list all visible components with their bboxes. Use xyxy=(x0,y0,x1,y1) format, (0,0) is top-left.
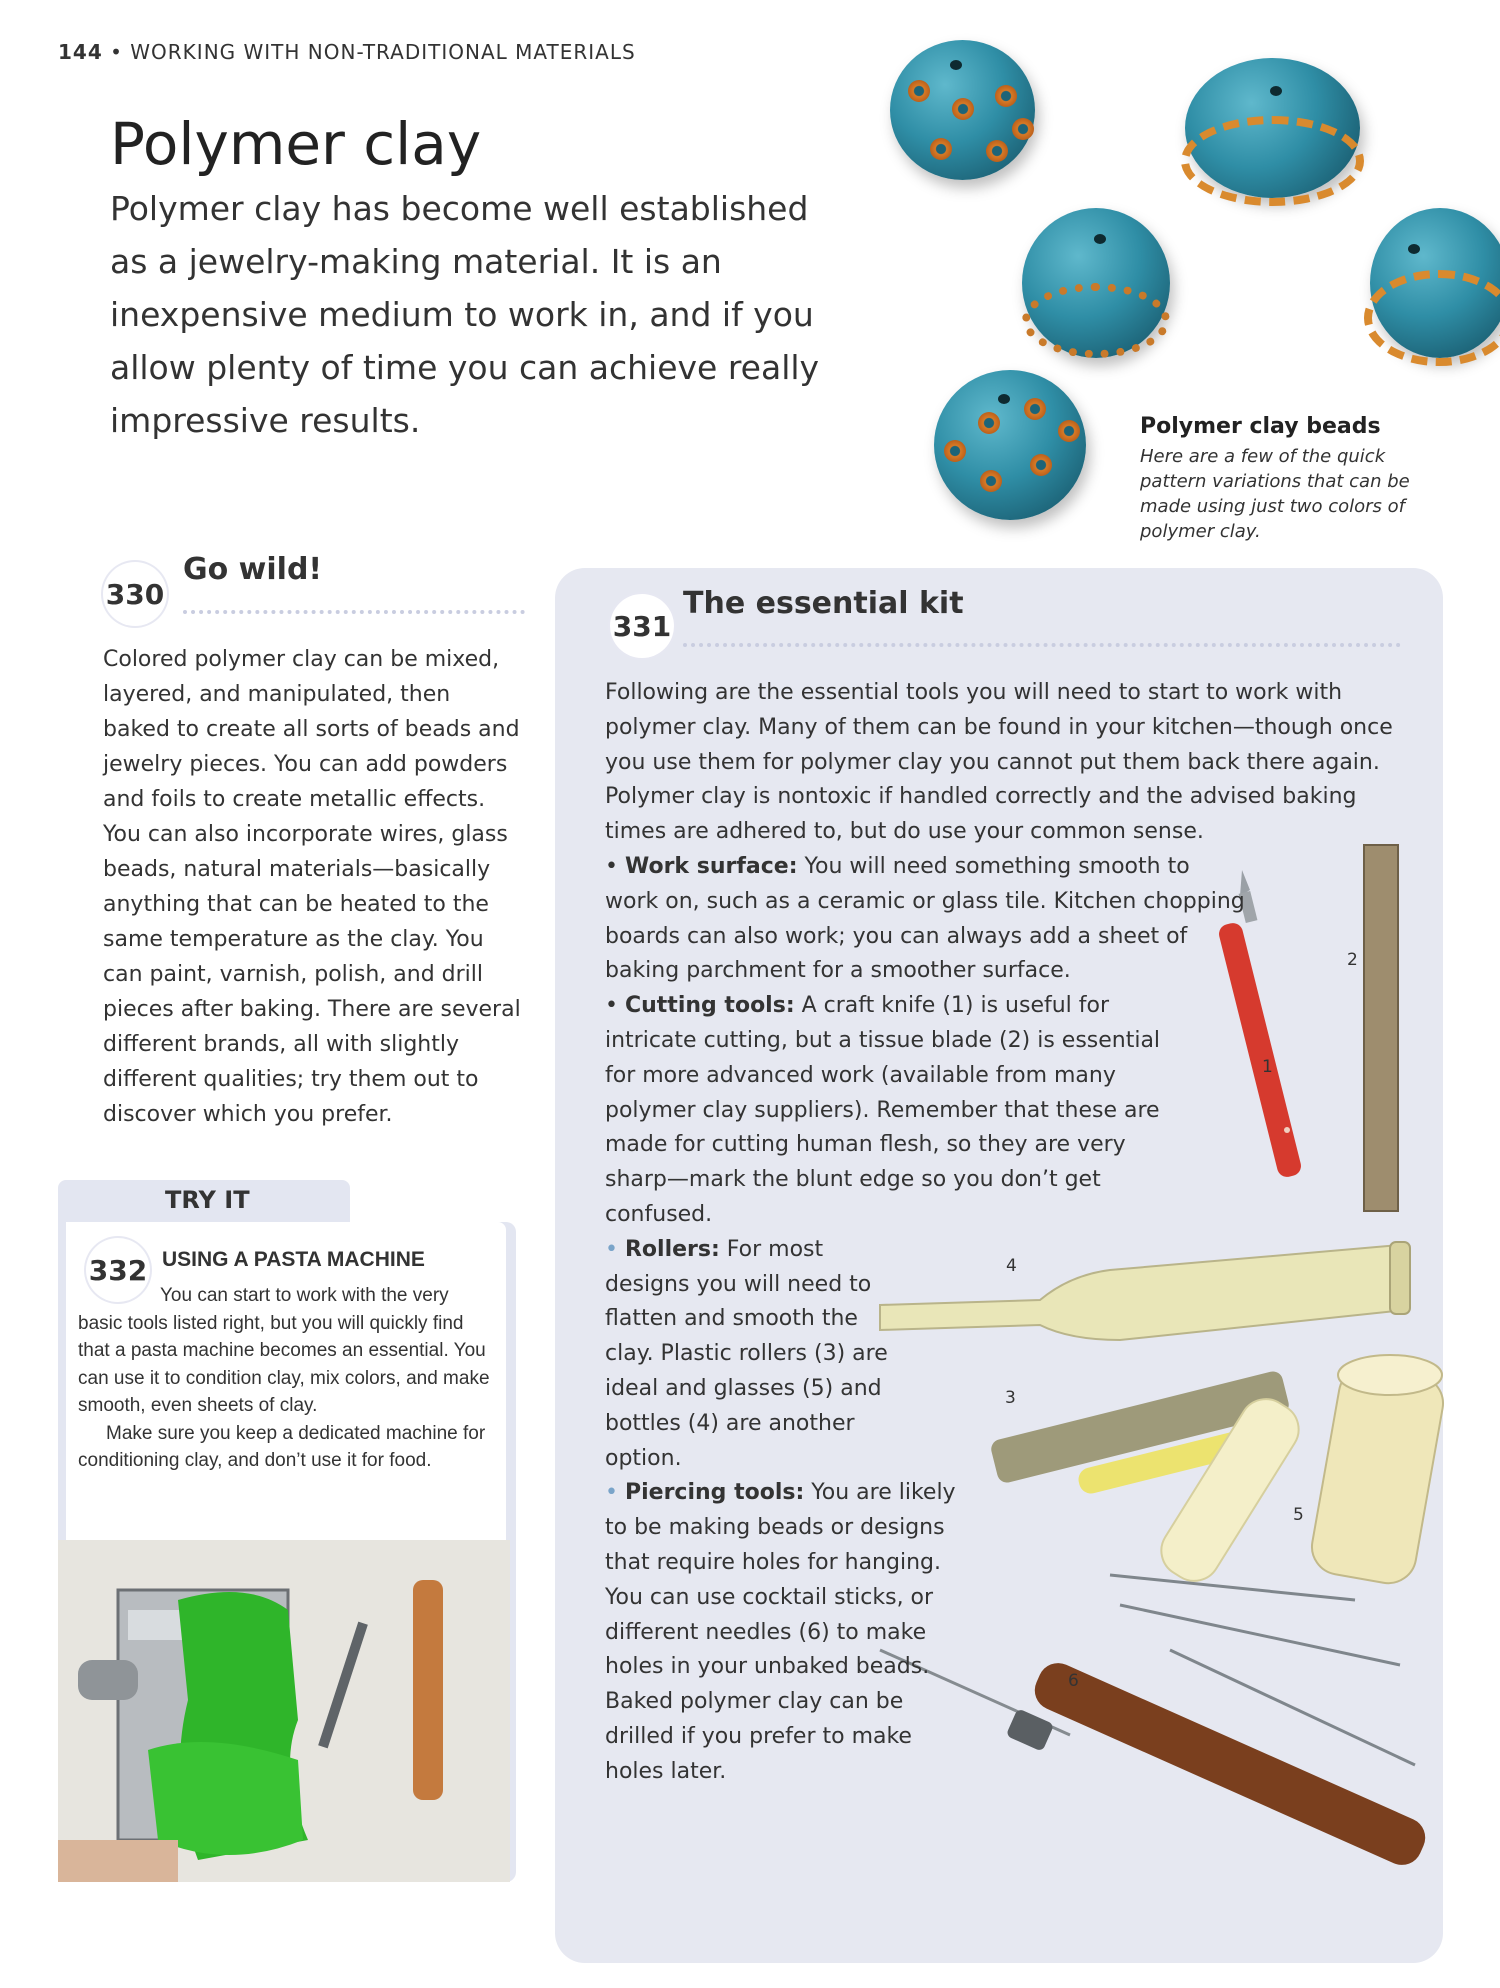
tool-number-6: 6 xyxy=(1068,1671,1079,1691)
tool-number-5: 5 xyxy=(1293,1505,1304,1525)
pasta-machine-photo xyxy=(58,1540,510,1882)
pasta-paragraph-2: Make sure you keep a dedicated machine for conditioning clay, and don’t use it for food. xyxy=(78,1422,486,1471)
essential-kit-body xyxy=(605,676,1395,1790)
go-wild-body: Colored polymer clay can be mixed, layered, and manipulated, then baked to create all sorts of beads and jewelry pieces. You can add powders and foils to create metallic effects. You can also incorporate wires, glass beads, natural materials—basically anything that can be heated to the same temperature as the clay. You can paint, varnish, polish, and drill pieces after baking. There are several different brands, all with slightly different qualities; try them out to discover which you prefer. xyxy=(103,647,521,1127)
pasta-machine-body xyxy=(78,1282,490,1475)
tool-number-4: 4 xyxy=(1006,1256,1017,1276)
essential-kit-intro: Following are the essential tools you will need to start to work with polymer clay. Many of them can be found in your kitchen—though once you use them for polymer clay you cannot put them back there again. Polymer clay is nontoxic if handled correctly and the advised baking times are adhered to, but do use your common sense. xyxy=(605,680,1393,845)
tool-number-3: 3 xyxy=(1005,1388,1016,1408)
running-title: WORKING WITH NON-TRADITIONAL MATERIALS xyxy=(130,40,636,64)
bead-spotted xyxy=(890,40,1035,180)
bead-rings xyxy=(934,370,1086,520)
section-number-330: 330 xyxy=(103,562,167,626)
kit-item-cutting-tools: • Cutting tools: A craft knife (1) is useful for intricate cutting, but a tissue blade (2) is essential for more advanced work (available from many polymer clay suppliers). Remember that these are made for cutting human flesh, so they are very sharp—mark the blunt edge so you don’t get confused. xyxy=(605,993,1161,1227)
bead-striped xyxy=(1022,208,1170,358)
tool-number-2: 2 xyxy=(1347,950,1358,970)
essential-kit-heading: The essential kit xyxy=(683,586,964,621)
bead-rimmed xyxy=(1185,58,1360,198)
running-head xyxy=(58,40,636,64)
header-separator: • xyxy=(110,40,123,64)
pasta-machine-heading: USING A PASTA MACHINE xyxy=(162,1248,425,1271)
kit-item-piercing-tools: • Piercing tools: You are likely to be making beads or designs that require holes for hanging. You can use cocktail sticks, or different needles (6) to make holes in your unbaked beads. Baked polymer clay can be drilled if you prefer to make holes later. xyxy=(605,1480,956,1784)
try-it-label: TRY IT xyxy=(165,1186,250,1214)
page-number: 144 xyxy=(58,40,103,64)
essential-kit-divider xyxy=(683,643,1401,647)
bead-half xyxy=(1370,208,1500,358)
kit-item-rollers: • Rollers: For most designs you will need to flatten and smooth the clay. Plastic rollers (3) are ideal and glasses (5) and bottles (4) are another option. xyxy=(605,1236,888,1471)
pasta-paragraph-1: You can start to work with the very basic tools listed right, but you will quickly find that a pasta machine becomes an essential. You can use it to condition clay, mix colors, and make smooth, even sheets of clay. xyxy=(78,1285,490,1416)
beads-caption-text: Here are a few of the quick pattern variations that can be made using just two colors of polymer clay. xyxy=(1140,446,1410,542)
go-wild-heading: Go wild! xyxy=(183,552,323,587)
section-number-331: 331 xyxy=(610,594,674,658)
section-number-332: 332 xyxy=(86,1238,150,1302)
page-title: Polymer clay xyxy=(110,110,482,178)
tool-number-1: 1 xyxy=(1262,1057,1273,1077)
kit-item-work-surface: • Work surface: You will need something smooth to work on, such as a ceramic or glass tile. Kitchen chopping boards can also work; you can always add a sheet of baking parchment for a smoother surface. xyxy=(605,853,1245,984)
beads-caption-title: Polymer clay beads xyxy=(1140,414,1381,439)
go-wild-divider xyxy=(183,610,525,614)
intro-paragraph: Polymer clay has become well established as a jewelry-making material. It is an inexpensive medium to work in, and if you allow plenty of time you can achieve really impressive results. xyxy=(110,189,820,440)
